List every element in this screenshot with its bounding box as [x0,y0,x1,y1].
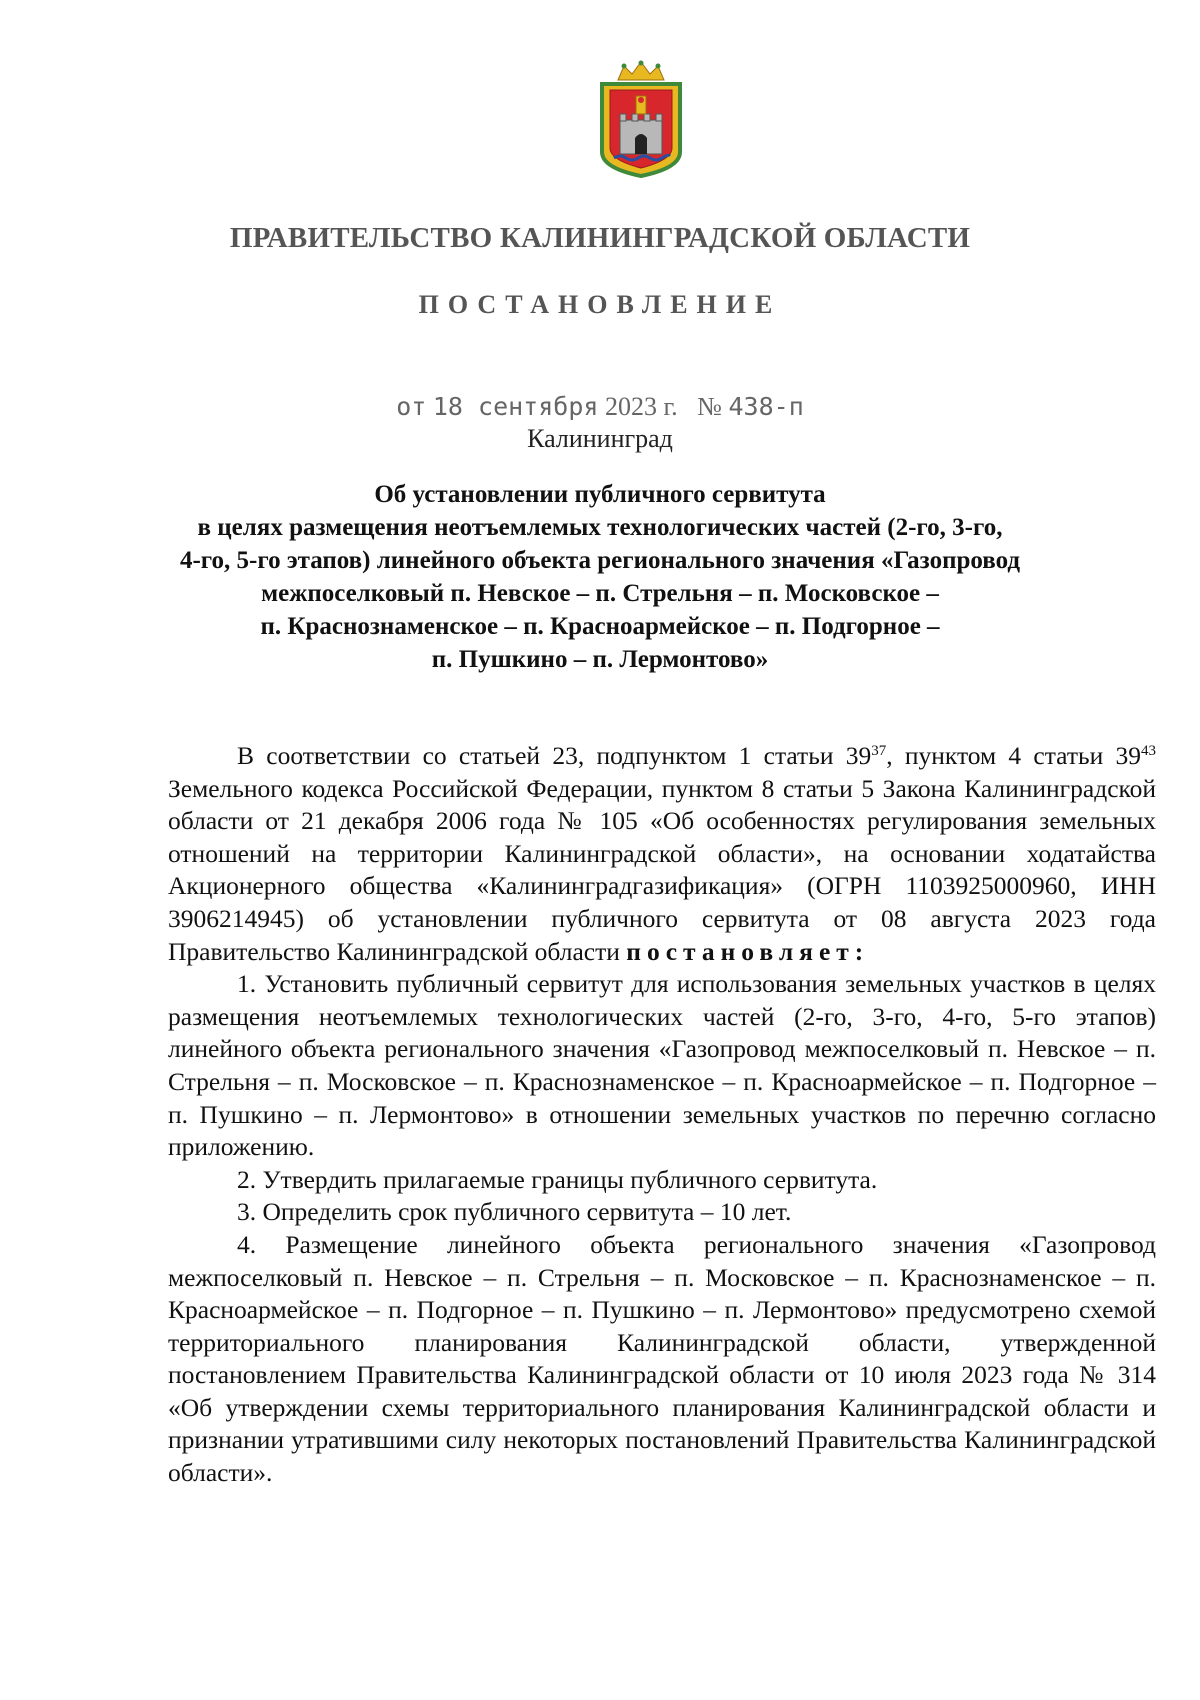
government-name: ПРАВИТЕЛЬСТВО КАЛИНИНГРАДСКОЙ ОБЛАСТИ [229,222,971,254]
title-line: Об установлении публичного сервитута [374,481,826,508]
preamble-text-2: , пунктом 4 статьи 39 [886,741,1142,770]
item-3-paragraph: 3. Определить срок публичного сервитута – 10 лет. [237,1197,792,1227]
number-sign: № [697,392,722,421]
preamble-text-1: В соответствии со статьей 23, подпунктом 1 статьи 39 [237,741,872,770]
title-line: межпоселковый п. Невское – п. Стрельня – п. Московское – [261,580,939,607]
document-year: 2023 г. [604,392,678,421]
document-date: 18 сентября [432,392,599,421]
item-1-paragraph: 1. Установить публичный сервитут для использования земельных участков в целях размещения неотъемлемых технологических частей (2-го, 3-го, 4-го, 5-го этапов) линейного объекта регионального значения «Газопровод межпоселковый п. Невское – п. Стрельня – п. Московское – п. Краснознаменское – п. Красноармейское – п. Подгорное – п. Пушкино – п. Лермонтово» в отношении земельных участков по перечню согласно приложению. [168,969,1156,1162]
document-number: 438-п [728,392,804,421]
title-line: п. Краснознаменское – п. Красноармейское – п. Подгорное – [260,613,940,640]
document-type: ПОСТАНОВЛЕНИЕ [418,290,782,319]
title-line: п. Пушкино – п. Лермонтово» [431,646,769,673]
title-line: 4-го, 5-го этапов) линейного объекта регионального значения «Газопровод [179,547,1021,574]
preamble-paragraph [168,740,1156,968]
decree-word: постановляет: [626,936,870,966]
title-line: в целях размещения неотъемлемых технологических частей (2-го, 3-го, [197,514,1003,541]
date-number-line [0,392,1200,422]
document-title [150,478,1050,676]
document-body [168,740,1156,1490]
preamble-text-3: Земельного кодекса Российской Федерации, пунктом 8 статьи 5 Закона Калининградской области от 21 декабря 2006 года № 105 «Об особенностях регулирования земельных отношений на территории Калининградской области», на основании ходатайства Акционерного общества «Калининградгазификация» (ОГРН 1103925000960, ИНН 3906214945) об установлении публичного сервитута от 08 августа 2023 года Правительство Калининградской области [168,773,1156,966]
coat-of-arms-icon [596,60,686,178]
item-2-paragraph: 2. Утвердить прилагаемые границы публичного сервитута. [237,1164,878,1194]
superscript-43: 43 [1141,743,1157,759]
superscript-37: 37 [871,743,887,759]
city-name: Калининград [527,424,673,453]
date-prefix: от [396,392,427,421]
item-4-paragraph: 4. Размещение линейного объекта регионального значения «Газопровод межпоселковый п. Невское – п. Стрельня – п. Московское – п. Краснознаменское – п. Красноармейское – п. Подгорное – п. Пушкино – п. Лермонтово» предусмотрено схемой территориального планирования Калининградской области, утвержденной постановлением Правительства Калининградской области от 10 июля 2023 года № 314 «Об утверждении схемы территориального планирования Калининградской области и признании утратившими силу некоторых постановлений Правительства Калининградской области». [168,1229,1156,1488]
